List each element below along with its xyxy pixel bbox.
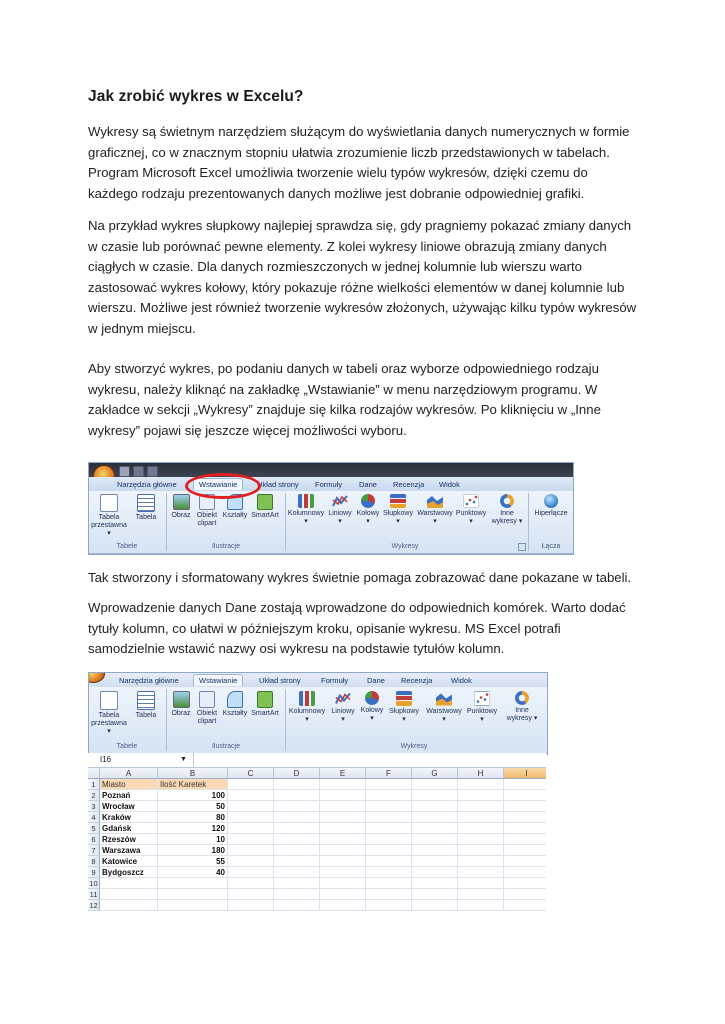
ribbon-screenshot-1 [88,462,574,555]
cell-g11[interactable] [412,889,458,900]
scatter-chart-button[interactable]: Punktowy ▾ [455,494,487,526]
cell-b7[interactable]: 180 [158,845,228,856]
cell-e11[interactable] [320,889,366,900]
title-bar [89,463,573,477]
tab-formulas[interactable]: Formuły [321,676,349,685]
cell-a11[interactable] [100,889,158,900]
group-illustrations: Ilustracje [211,543,240,550]
group-links: Łącza [541,543,561,550]
cell-c12[interactable] [228,900,274,911]
cell-g6[interactable] [412,834,458,845]
shapes-icon [227,691,243,708]
cell-g3[interactable] [412,801,458,812]
column-header-c[interactable]: C [228,768,274,779]
tab-data[interactable]: Dane [359,480,377,489]
spreadsheet [88,753,546,935]
cell-f9[interactable] [366,867,412,878]
redo-icon[interactable] [147,466,158,477]
cell-f7[interactable] [366,845,412,856]
cell-c2[interactable] [228,790,274,801]
cell-a4[interactable]: Kraków [100,812,158,823]
cell-i10[interactable] [504,878,546,889]
column-chart-icon [299,691,315,706]
pie-chart-button[interactable]: Kołowy ▾ [359,691,385,723]
cell-c6[interactable] [228,834,274,845]
ribbon-tabs [89,477,573,492]
tab-formulas[interactable]: Formuły [315,480,343,489]
group-divider [166,689,167,751]
cell-f8[interactable] [366,856,412,867]
cell-b12[interactable] [158,900,228,911]
group-charts: Wykresy [400,743,428,750]
pivot-table-button[interactable]: Tabela przestawna ▾ [91,494,127,538]
group-tables: Tabele [116,743,138,750]
cell-d11[interactable] [274,889,320,900]
document-heading: Jak zrobić wykres w Excelu? [88,88,304,105]
office-button[interactable] [88,672,105,683]
pie-chart-button[interactable]: Kołowy ▾ [355,494,381,526]
table-icon [137,691,155,710]
cell-d2[interactable] [274,790,320,801]
row-header-5[interactable]: 5 [88,823,100,834]
clipart-button[interactable]: Obiekt clipart [194,691,220,726]
smartart-button[interactable]: SmartArt [249,494,281,520]
cell-e1[interactable] [320,779,366,790]
cell-d7[interactable] [274,845,320,856]
cell-h2[interactable] [458,790,504,801]
tab-review[interactable]: Recenzja [393,480,425,489]
tab-insert[interactable]: Wstawianie [193,674,243,686]
column-header-d[interactable]: D [274,768,320,779]
cell-a3[interactable]: Wrocław [100,801,158,812]
cell-i9[interactable] [504,867,546,878]
cell-b9[interactable]: 40 [158,867,228,878]
cell-g9[interactable] [412,867,458,878]
cell-f1[interactable] [366,779,412,790]
ribbon-screenshot-2 [88,672,548,755]
picture-icon [173,494,190,510]
cell-f3[interactable] [366,801,412,812]
cell-e10[interactable] [320,878,366,889]
undo-icon[interactable] [133,466,144,477]
pie-chart-icon [361,494,375,508]
picture-button[interactable]: Obraz [169,494,193,520]
cell-a9[interactable]: Bydgoszcz [100,867,158,878]
cell-h4[interactable] [458,812,504,823]
shapes-button[interactable]: Kształty [221,691,249,718]
cell-c10[interactable] [228,878,274,889]
cell-h8[interactable] [458,856,504,867]
tab-review[interactable]: Recenzja [401,676,433,685]
cell-d10[interactable] [274,878,320,889]
cell-h9[interactable] [458,867,504,878]
cell-c3[interactable] [228,801,274,812]
row-header-11[interactable]: 11 [88,889,100,900]
area-chart-button[interactable]: Warstwowy ▾ [425,691,463,724]
row-header-6[interactable]: 6 [88,834,100,845]
scatter-chart-icon [474,691,490,706]
save-icon[interactable] [119,466,130,477]
ribbon-body [89,687,547,754]
clipart-button[interactable]: Obiekt clipart [194,494,220,528]
cell-h12[interactable] [458,900,504,911]
chevron-down-icon[interactable]: ▼ [180,756,187,763]
ribbon-body [89,491,573,554]
tab-page-layout[interactable]: Układ strony [257,480,299,489]
smartart-icon [257,691,273,708]
cell-a8[interactable]: Katowice [100,856,158,867]
scatter-chart-button[interactable]: Punktowy ▾ [465,691,499,724]
area-chart-icon [436,691,452,706]
row-header-8[interactable]: 8 [88,856,100,867]
line-chart-button[interactable]: Liniowy ▾ [329,691,357,724]
cell-g8[interactable] [412,856,458,867]
row-header-9[interactable]: 9 [88,867,100,878]
doughnut-chart-icon [515,691,529,705]
cell-g4[interactable] [412,812,458,823]
pivot-table-icon [100,494,118,512]
cell-i12[interactable] [504,900,546,911]
cell-e12[interactable] [320,900,366,911]
pivot-table-icon [100,691,118,710]
column-header-a[interactable]: A [100,768,158,779]
pie-chart-icon [365,691,379,705]
hyperlink-button[interactable]: Hiperłącze [531,494,571,518]
cell-d4[interactable] [274,812,320,823]
column-chart-button[interactable]: Kolumnowy ▾ [287,691,327,724]
cell-a2[interactable]: Poznań [100,790,158,801]
cell-f6[interactable] [366,834,412,845]
row-header-7[interactable]: 7 [88,845,100,856]
cell-g5[interactable] [412,823,458,834]
cell-e9[interactable] [320,867,366,878]
cell-c4[interactable] [228,812,274,823]
bar-chart-button[interactable]: Słupkowy ▾ [381,494,415,526]
cell-a12[interactable] [100,900,158,911]
cell-i3[interactable] [504,801,546,812]
cell-b11[interactable] [158,889,228,900]
group-divider [528,493,529,551]
column-header-f[interactable]: F [366,768,412,779]
column-header-h[interactable]: H [458,768,504,779]
cell-d12[interactable] [274,900,320,911]
table-button[interactable]: Tabela [133,494,159,522]
area-chart-icon [427,494,443,508]
column-chart-button[interactable]: Kolumnowy ▾ [287,494,325,526]
tab-home[interactable]: Narzędzia główne [119,676,179,685]
cell-b10[interactable] [158,878,228,889]
group-illustrations: Ilustracje [211,743,240,750]
row-header-4[interactable]: 4 [88,812,100,823]
cell-b5[interactable]: 120 [158,823,228,834]
cell-c5[interactable] [228,823,274,834]
formula-bar [88,753,546,768]
cell-a7[interactable]: Warszawa [100,845,158,856]
group-divider [166,493,167,551]
column-header-g[interactable]: G [412,768,458,779]
cell-f4[interactable] [366,812,412,823]
cell-a10[interactable] [100,878,158,889]
cell-d1[interactable] [274,779,320,790]
cell-i6[interactable] [504,834,546,845]
name-box[interactable]: I16 ▼ [88,753,194,766]
cell-d5[interactable] [274,823,320,834]
group-divider [285,689,286,751]
bar-chart-button[interactable]: Słupkowy ▾ [387,691,421,724]
smartart-button[interactable]: SmartArt [249,691,281,718]
row-header-10[interactable]: 10 [88,878,100,889]
cell-d3[interactable] [274,801,320,812]
row-header-12[interactable]: 12 [88,900,100,911]
scatter-chart-icon [463,494,479,508]
cell-i7[interactable] [504,845,546,856]
cell-h5[interactable] [458,823,504,834]
paragraph-intro: Wykresy są świetnym narzędziem służącym do wyświetlania danych numerycznych w formie graficznej, co w znacznym stopniu ułatwia zrozumienie liczb przedstawionych w tabelach. Program Microsoft Excel umożliwia tworzenie wielu typów wykresów, dzięki czemu do każdego rodzaju prezentowanych danych możliwe jest dobranie odpowiedniej grafiki. [88,124,630,201]
cell-h1[interactable] [458,779,504,790]
cell-f2[interactable] [366,790,412,801]
cell-i8[interactable] [504,856,546,867]
cell-i1[interactable] [504,779,546,790]
highlight-circle [185,473,261,499]
bar-chart-icon [390,494,406,508]
line-chart-icon [335,691,351,706]
cell-g10[interactable] [412,878,458,889]
doughnut-chart-icon [500,494,514,508]
cell-g12[interactable] [412,900,458,911]
column-header-e[interactable]: E [320,768,366,779]
cell-f11[interactable] [366,889,412,900]
cell-h7[interactable] [458,845,504,856]
shapes-button[interactable]: Kształty [221,494,249,520]
cell-f5[interactable] [366,823,412,834]
picture-button[interactable]: Obraz [169,691,193,718]
smartart-icon [257,494,273,510]
cell-d6[interactable] [274,834,320,845]
cell-d8[interactable] [274,856,320,867]
cell-h10[interactable] [458,878,504,889]
paragraph-insert-tab: Aby stworzyć wykres, po podaniu danych w tabeli oraz wyborze odpowiedniego rodzaju wykresu, należy kliknąć na zakładkę „Wstawianie” w menu narzędziowym programu. W zakładce w sekcji „Wykresy” znajduje się kilka rodzajów wykresów. Po kliknięciu w „Inne wykresy” pojawi się jeszcze więcej możliwości wyboru. [88,361,601,438]
cell-c8[interactable] [228,856,274,867]
cell-e7[interactable] [320,845,366,856]
cell-e5[interactable] [320,823,366,834]
other-charts-button[interactable]: Inne wykresy ▾ [489,494,525,526]
cell-d9[interactable] [274,867,320,878]
column-header-b[interactable]: B [158,768,228,779]
table-button[interactable]: Tabela [133,691,159,720]
cell-i4[interactable] [504,812,546,823]
cell-i5[interactable] [504,823,546,834]
paragraph-chart-types: Na przykład wykres słupkowy najlepiej sprawdza się, gdy pragniemy pokazać zmiany danych w czasie lub porównać pewne elementy. Z kolei wykresy liniowe obrazują zmiany danych ciągłych w czasie. Dla danych rozmieszczonych w jednej kolumnie lub wierszu warto zastosować wykres kołowy, który pokazuje różne wielkości elementów w danej kolumnie lub wierszu. Możliwe jest również tworzenie wykresów złożonych, używając kilku typów wykresów w jednym miejscu. [88,218,637,336]
cell-f12[interactable] [366,900,412,911]
cell-g1[interactable] [412,779,458,790]
line-chart-icon [332,494,348,508]
cell-b3[interactable]: 50 [158,801,228,812]
clipart-icon [199,691,215,708]
row-header-1[interactable]: 1 [88,779,100,790]
cell-c7[interactable] [228,845,274,856]
tab-home[interactable]: Narzędzia główne [117,480,177,489]
cell-g2[interactable] [412,790,458,801]
paragraph-data-entry: Wprowadzenie danych Dane zostają wprowadzone do odpowiednich komórek. Warto dodać tytuły kolumn, co ułatwi w późniejszym kroku, opisanie wykresu. MS Excel potrafi samodzielnie wstawić nazwy osi wykresu na podstawie tytułów kolumn. [88,600,626,657]
cell-e4[interactable] [320,812,366,823]
group-tables: Tabele [116,543,138,550]
cell-a6[interactable]: Rzeszów [100,834,158,845]
cell-b2[interactable]: 100 [158,790,228,801]
cell-c1[interactable] [228,779,274,790]
column-chart-icon [298,494,314,508]
tab-insert[interactable]: Wstawianie [193,478,243,490]
globe-icon [544,494,558,508]
cell-g7[interactable] [412,845,458,856]
ribbon-tabs [89,673,547,688]
cell-b8[interactable]: 55 [158,856,228,867]
cell-e2[interactable] [320,790,366,801]
select-all-corner[interactable] [88,768,100,779]
tab-page-layout[interactable]: Układ strony [259,676,301,685]
cell-b4[interactable]: 80 [158,812,228,823]
cell-i2[interactable] [504,790,546,801]
line-chart-button[interactable]: Liniowy ▾ [326,494,354,526]
cell-e6[interactable] [320,834,366,845]
cell-b1[interactable]: Ilość Karetek [158,779,228,790]
tab-data[interactable]: Dane [367,676,385,685]
table-icon [137,494,155,512]
pivot-table-button[interactable]: Tabela przestawna ▾ [91,691,127,736]
group-charts: Wykresy [391,543,419,550]
cell-h11[interactable] [458,889,504,900]
cell-a5[interactable]: Gdańsk [100,823,158,834]
cell-b6[interactable]: 10 [158,834,228,845]
paragraph-result: Tak stworzony i sformatowany wykres świetnie pomaga zobrazować dane pokazane w tabeli. [88,570,632,585]
cell-c11[interactable] [228,889,274,900]
cell-c9[interactable] [228,867,274,878]
cell-e3[interactable] [320,801,366,812]
cell-f10[interactable] [366,878,412,889]
area-chart-button[interactable]: Warstwowy ▾ [417,494,453,526]
cell-a1[interactable]: Miasto [100,779,158,790]
other-charts-button[interactable]: Inne wykresy ▾ [503,691,541,723]
group-divider [285,493,286,551]
column-header-i[interactable]: I [504,768,546,779]
cell-h3[interactable] [458,801,504,812]
cell-e8[interactable] [320,856,366,867]
picture-icon [173,691,190,708]
row-header-2[interactable]: 2 [88,790,100,801]
row-header-3[interactable]: 3 [88,801,100,812]
tab-view[interactable]: Widok [451,676,472,685]
cell-i11[interactable] [504,889,546,900]
charts-dialog-launcher[interactable] [518,543,526,551]
cell-h6[interactable] [458,834,504,845]
bar-chart-icon [396,691,412,706]
tab-view[interactable]: Widok [439,480,460,489]
